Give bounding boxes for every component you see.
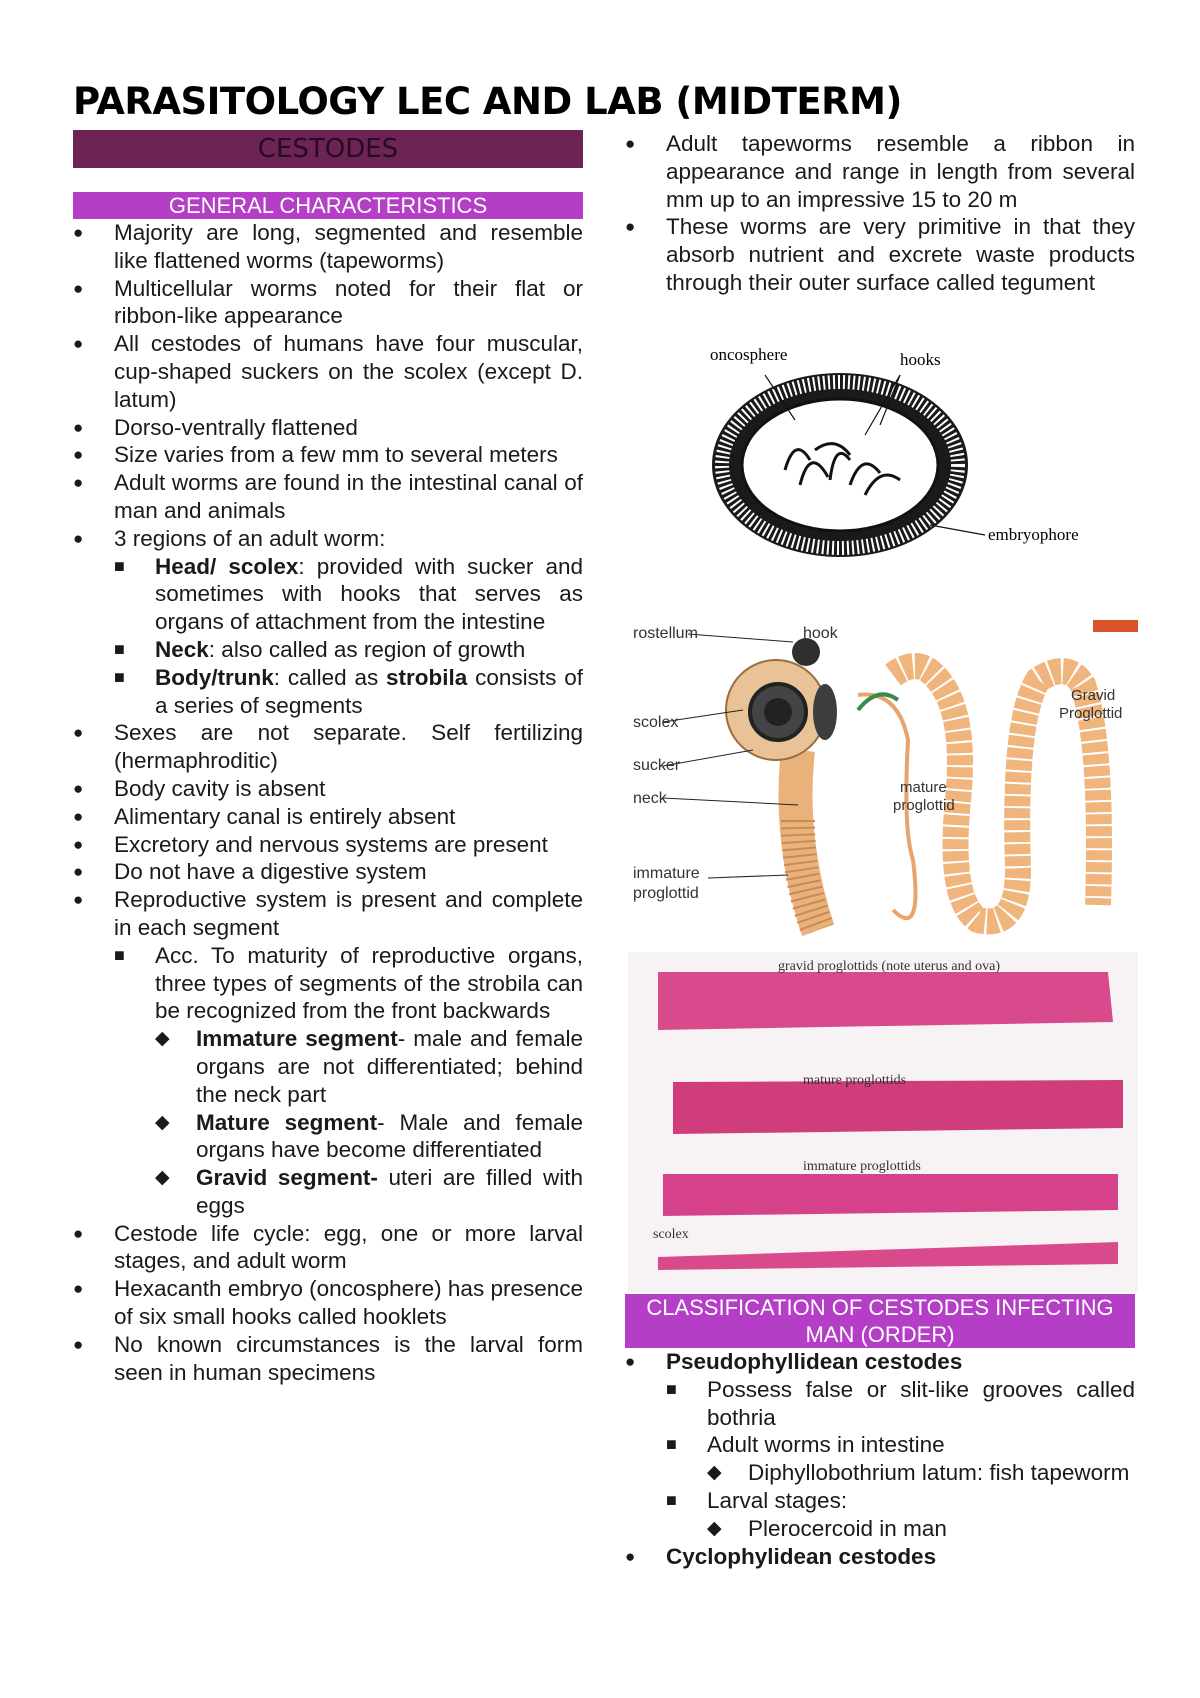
label-immature-1: immature — [633, 865, 700, 882]
list-item-text: 3 regions of an adult worm: — [114, 525, 386, 551]
list-item: ● Hexacanth embryo (oncosphere) has presence of six small hooks called hooklets — [73, 1275, 583, 1331]
term: Head/ scolex — [155, 553, 299, 579]
label-scolex: scolex — [653, 1227, 689, 1242]
right-column-intro — [625, 130, 1135, 297]
definition: : also called as region of growth — [208, 636, 526, 662]
label-immature-proglottids: immature proglottids — [803, 1159, 921, 1174]
list-item: ● Multicellular worms noted for their flat or ribbon-like appearance — [73, 275, 583, 331]
adult-tapeworm-figure — [628, 620, 1138, 950]
list-item: ● Adult worms are found in the intestinal canal of man and animals — [73, 469, 583, 525]
label-mature-proglottids: mature proglottids — [803, 1073, 907, 1088]
list-item: ● Sexes are not separate. Self fertilizing (hermaphroditic) — [73, 719, 583, 775]
label-neck: neck — [633, 790, 667, 807]
term: Body/trunk — [155, 664, 274, 690]
immature-proglottids-strip — [663, 1174, 1118, 1216]
term: strobila — [386, 664, 468, 690]
list-item: ■ Possess false or slit-like grooves called bothria — [666, 1376, 1135, 1432]
label-gravid-proglottids: gravid proglottids (note uterus and ova) — [778, 959, 1001, 974]
list-item: ● Excretory and nervous systems are present — [73, 831, 583, 859]
label-hooks: hooks — [900, 350, 941, 369]
proglottids-figure — [628, 952, 1138, 1292]
corner-mark — [1093, 620, 1138, 632]
list-item — [625, 1348, 1135, 1543]
list-item-text: Larval stages: — [707, 1487, 848, 1513]
list-item: ● Adult tapeworms resemble a ribbon in appearance and range in length from several mm up to an impressive 15 to 20 m — [625, 130, 1135, 213]
term: Neck — [155, 636, 209, 662]
adult-worms-list — [707, 1459, 1135, 1487]
label-oncosphere: oncosphere — [710, 345, 788, 364]
list-item: ● Body cavity is absent — [73, 775, 583, 803]
term: Immature segment — [196, 1026, 398, 1052]
list-item — [114, 664, 583, 720]
gravid-proglottids-strip — [658, 972, 1113, 1030]
definition: : called as — [273, 664, 387, 690]
term: Mature segment — [196, 1109, 378, 1135]
label-hook: hook — [803, 625, 838, 642]
label-gravid-2: Proglottid — [1059, 705, 1123, 722]
list-item — [666, 1431, 1135, 1487]
label-gravid-1: Gravid — [1071, 687, 1116, 704]
list-item — [114, 942, 583, 1220]
list-item — [155, 1109, 583, 1165]
list-item — [73, 525, 583, 720]
list-item: ● Do not have a digestive system — [73, 858, 583, 886]
classification-section — [625, 1294, 1135, 1570]
sucker-side — [813, 684, 837, 740]
list-item: ● These worms are very primitive in that they absorb nutrient and excrete waste products through their outer surface called tegument — [625, 213, 1135, 296]
term: Gravid segment- — [196, 1165, 378, 1191]
subsection-heading-general: GENERAL CHARACTERISTICS — [73, 192, 583, 219]
definition: consists of a series of segments — [155, 664, 583, 718]
list-item — [155, 1164, 583, 1220]
section-heading-cestodes: CESTODES — [73, 130, 583, 168]
list-item: ● Size varies from a few mm to several meters — [73, 441, 583, 469]
definition: - male and female organs are not differentiated; behind the neck part — [196, 1026, 584, 1107]
list-item — [114, 553, 583, 636]
classification-heading: CLASSIFICATION OF CESTODES INFECTING MAN (ORDER) — [625, 1294, 1135, 1348]
list-item — [625, 1543, 1135, 1571]
list-item — [155, 1025, 583, 1108]
list-item: ● Cestode life cycle: egg, one or more larval stages, and adult worm — [73, 1220, 583, 1276]
list-item: ◆ Diphyllobothrium latum: fish tapeworm — [707, 1459, 1135, 1487]
list-item: ● All cestodes of humans have four muscular, cup-shaped suckers on the scolex (except D. latum) — [73, 330, 583, 413]
definition: : provided with sucker and sometimes with hooks that serves as organs of attachment from the intestine — [155, 553, 584, 635]
pseudophyllidean-list — [666, 1376, 1135, 1543]
left-column — [73, 130, 583, 1386]
list-item: ◆ Plerocercoid in man — [707, 1515, 1135, 1543]
list-item — [73, 886, 583, 1220]
label-sucker: sucker — [633, 757, 681, 774]
oncosphere-figure — [690, 335, 1140, 575]
regions-list — [114, 553, 583, 720]
mature-proglottids-strip — [673, 1080, 1123, 1134]
definition: uteri are filled with eggs — [196, 1165, 583, 1218]
list-item: ● Dorso-ventrally flattened — [73, 414, 583, 442]
oncosphere-body — [742, 399, 938, 531]
label-rostellum: rostellum — [633, 625, 698, 642]
list-item: ● No known circumstances is the larval form seen in human specimens — [73, 1331, 583, 1387]
list-item: ● Majority are long, segmented and resemble like flattened worms (tapeworms) — [73, 219, 583, 275]
order-name: Cyclophylidean cestodes — [666, 1543, 937, 1569]
rostellum-hooks — [792, 638, 820, 666]
order-name: Pseudophyllidean cestodes — [666, 1349, 963, 1374]
list-item — [114, 636, 583, 664]
label-mature-2: proglottid — [893, 797, 955, 814]
segment-types-list — [155, 1025, 583, 1220]
label-scolex: scolex — [633, 714, 679, 731]
label-mature-1: mature — [900, 779, 947, 796]
maturity-list — [114, 942, 583, 1220]
label-immature-2: proglottid — [633, 885, 699, 902]
label-embryophore: embryophore — [988, 525, 1079, 544]
list-item-text: Reproductive system is present and complete in each segment — [114, 887, 583, 940]
list-item-text: Acc. To maturity of reproductive organs, three types of segments of the strobila can be recognized from the front backwards — [155, 942, 583, 1024]
list-item: ● Alimentary canal is entirely absent — [73, 803, 583, 831]
page-title: PARASITOLOGY LEC AND LAB (MIDTERM) — [73, 80, 902, 123]
list-item-text: Adult worms in intestine — [707, 1432, 945, 1458]
definition: - Male and female organs have become differentiated — [196, 1109, 583, 1163]
list-item — [666, 1487, 1135, 1543]
general-characteristics-list — [73, 219, 583, 1386]
larval-stages-list — [707, 1515, 1135, 1543]
intro-list — [625, 130, 1135, 297]
classification-list — [625, 1348, 1135, 1570]
